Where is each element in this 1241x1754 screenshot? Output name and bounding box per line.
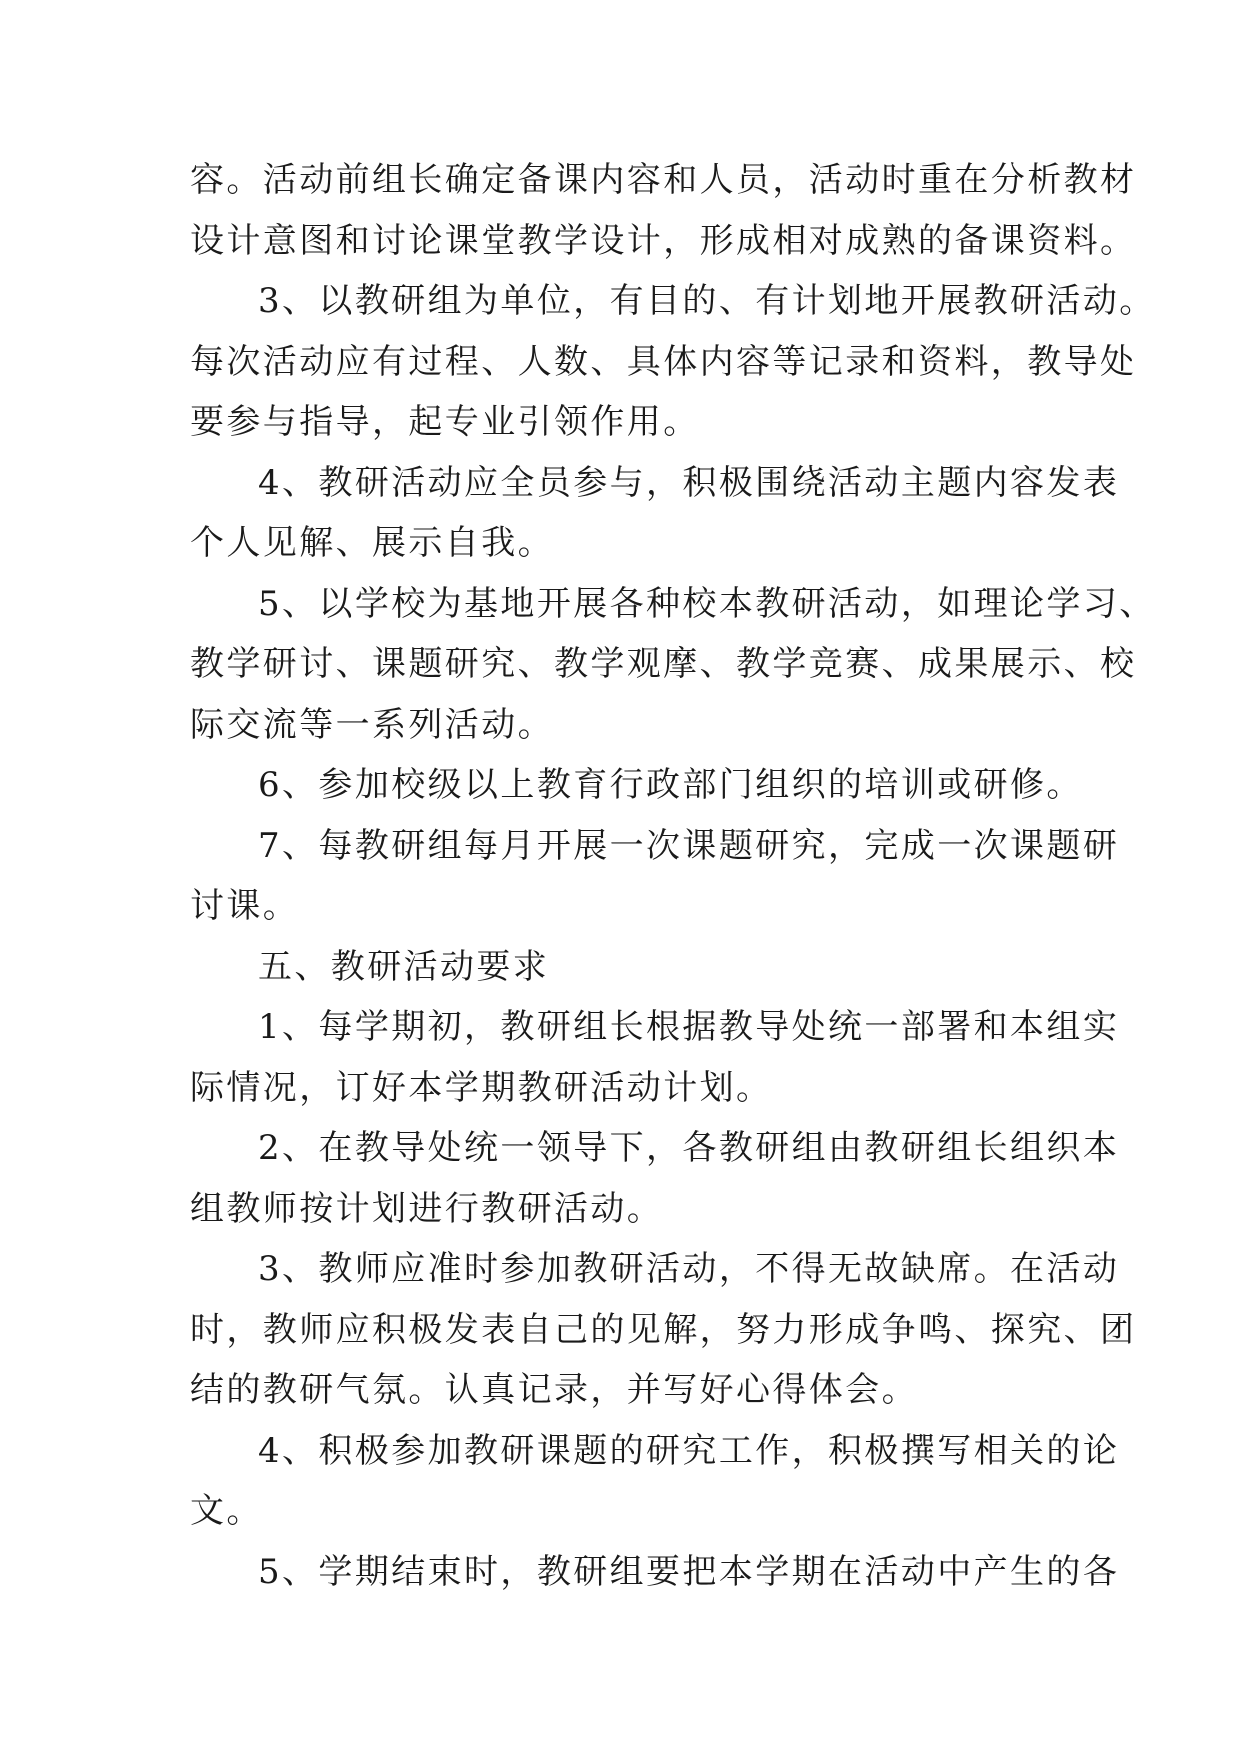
- paragraph: [190, 997, 1120, 1118]
- document-body: [190, 150, 1156, 1602]
- text-line: 3、教师应准时参加教研活动，不得无故缺席。在活动: [258, 1249, 1120, 1289]
- paragraph: [190, 937, 1070, 998]
- text-line: 设计意图和讨论课堂教学设计，形成相对成熟的备课资料。: [190, 220, 1137, 261]
- text-line: 容。活动前组长确定备课内容和人员，活动时重在分析教材: [190, 160, 1137, 200]
- text-line: 际情况，订好本学期教研活动计划。: [190, 1067, 773, 1108]
- text-line: 际交流等一系列活动。: [190, 704, 554, 745]
- text-line: 要参与指导，起专业引领作用。: [190, 402, 700, 442]
- paragraph: [190, 574, 1156, 756]
- paragraph: [190, 150, 1137, 271]
- text-line: 教学研讨、课题研究、教学观摩、教学竞赛、成果展示、校: [190, 644, 1137, 684]
- text-line: 每次活动应有过程、人数、具体内容等记录和资料，教导处: [190, 341, 1137, 382]
- paragraph: [190, 1542, 1120, 1603]
- text-line: 文。: [190, 1491, 263, 1531]
- text-line: 组教师按计划进行教研活动。: [190, 1188, 664, 1229]
- text-line: 讨课。: [190, 886, 300, 926]
- text-line: 五、教研活动要求: [258, 946, 550, 987]
- text-line: 4、教研活动应全员参与，积极围绕活动主题内容发表: [258, 462, 1120, 503]
- text-line: 2、在教导处统一领导下，各教研组由教研组长组织本: [258, 1128, 1120, 1168]
- text-line: 时，教师应积极发表自己的见解，努力形成争鸣、探究、团: [190, 1309, 1137, 1350]
- paragraph: [190, 271, 1156, 453]
- text-line: 结的教研气氛。认真记录，并写好心得体会。: [190, 1370, 918, 1410]
- text-line: 5、以学校为基地开展各种校本教研活动，如理论学习、: [258, 583, 1156, 624]
- paragraph: [190, 1421, 1120, 1542]
- text-line: 个人见解、展示自我。: [190, 523, 554, 563]
- text-line: 3、以教研组为单位，有目的、有计划地开展教研活动。: [258, 281, 1156, 321]
- text-line: 7、每教研组每月开展一次课题研究，完成一次课题研: [258, 825, 1120, 866]
- paragraph: [190, 1118, 1120, 1239]
- paragraph: [190, 755, 1083, 816]
- paragraph: [190, 816, 1120, 937]
- text-line: 6、参加校级以上教育行政部门组织的培训或研修。: [258, 765, 1083, 805]
- text-line: 4、积极参加教研课题的研究工作，积极撰写相关的论: [258, 1430, 1120, 1471]
- paragraph: [190, 1239, 1137, 1421]
- text-line: 1、每学期初，教研组长根据教导处统一部署和本组实: [258, 1007, 1120, 1047]
- text-line: 5、学期结束时，教研组要把本学期在活动中产生的各: [258, 1551, 1120, 1592]
- paragraph: [190, 453, 1120, 574]
